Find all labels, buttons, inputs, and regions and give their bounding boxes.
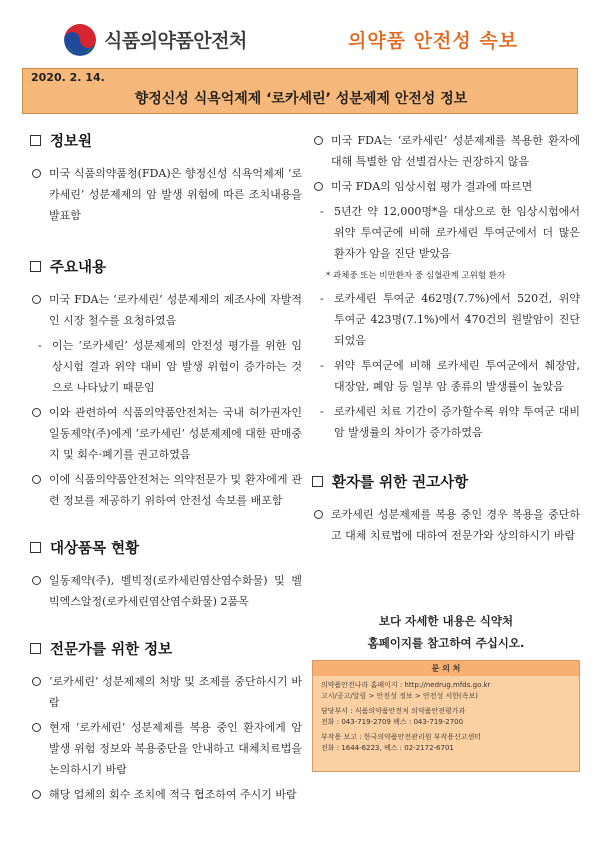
circle-bullet-icon [32, 790, 41, 799]
section-heading-main: 주요내용 [30, 256, 302, 277]
list-item: 이와 관련하여 식품의약품안전처는 국내 허가권자인 일동제약(주)에게 ‘로카세린’ 성분제제에 대한 판매중지 및 회수·폐기를 권고하였음 [30, 402, 302, 465]
circle-bullet-icon [32, 169, 41, 178]
checkbox-square-icon [30, 135, 41, 146]
section-heading-products: 대상품목 현황 [30, 537, 302, 558]
title-bar [22, 68, 578, 114]
contact-line: 고시/공고/알림 > 안전성 정보 > 안전성 서한(속보) [321, 692, 478, 700]
list-subitem: - 로카세린 치료 기간이 증가할수록 위약 투여군 대비 암 발생률의 차이가 증가하였음 [320, 405, 580, 439]
circle-bullet-icon [32, 677, 41, 686]
circle-bullet-icon [314, 182, 323, 191]
list-item: 일동제약(주), 벨빅정(로카세린염산염수화물) 및 벨빅엑스알정(로카세린염산염수화물) 2품목 [30, 570, 302, 612]
circle-bullet-icon [314, 510, 323, 519]
list-item: 미국 식품의약품청(FDA)은 향정신성 식욕억제제 ‘로카세린’ 성분제제의 암 발생 위험에 따른 조치내용을 발표함 [30, 163, 302, 226]
circle-bullet-icon [314, 136, 323, 145]
list-subitem: - 5년간 약 12,000명*을 대상으로 한 임상시험에서 위약 투여군에 비해 로카세린 투여군에서 더 많은 환자가 암을 진단 받았음 [320, 205, 580, 260]
date: 2020. 2. 14. [31, 71, 105, 84]
checkbox-square-icon [30, 542, 41, 553]
circle-bullet-icon [32, 295, 41, 304]
section-heading-patients: 환자를 위한 권고사항 [312, 471, 580, 492]
contact-box [312, 660, 580, 772]
contact-line: 부작용 보고 : 한국의약품안전관리원 부작용신고센터 [321, 733, 482, 741]
bulletin-title: 의약품 안전성 속보 [347, 30, 519, 52]
right-column [312, 130, 580, 550]
contact-line: 전화 : 1644-6223, 팩스 : 02-2172-6701 [321, 744, 454, 752]
header [0, 0, 600, 70]
contact-line: 전화 : 043-719-2709 팩스 : 043-719-2700 [321, 718, 464, 726]
list-item: ‘로카세린’ 성분제제의 처방 및 조제를 중단하시기 바람 [30, 671, 302, 713]
list-subitem: - 이는 ‘로카세린’ 성분제제의 안전성 평가를 위한 임상시험 결과 위약 대비 암 발생 위험이 증가하는 것으로 나타났기 때문임 [38, 339, 302, 394]
contact-title: 문 의 처 [313, 661, 579, 676]
list-item: 미국 FDA의 임상시험 평가 결과에 따르면 [312, 176, 580, 197]
list-subitem: - 위약 투여군에 비해 로카세린 투여군에서 췌장암, 대장암, 폐암 등 일부 암 종류의 발생률이 높았음 [320, 359, 580, 393]
list-item: 미국 FDA는 ‘로카세린’ 성분제제를 복용한 환자에 대해 특별한 암 선별검사는 권장하지 않음 [312, 130, 580, 172]
circle-bullet-icon [32, 576, 41, 585]
government-logo-icon [64, 24, 96, 56]
list-item: 미국 FDA는 ‘로카세린’ 성분제제의 제조사에 자발적인 시장 철수를 요청하였음 [30, 289, 302, 331]
circle-bullet-icon [32, 475, 41, 484]
section-heading-experts: 전문가를 위한 정보 [30, 638, 302, 659]
info-callout: 보다 자세한 내용은 식약처 홈페이지를 참고하여 주십시오. [367, 614, 525, 650]
circle-bullet-icon [32, 723, 41, 732]
list-item: 이에 식품의약품안전처는 의약전문가 및 환자에게 관련 정보를 제공하기 위하여 안전성 속보를 배포함 [30, 469, 302, 511]
section-heading-source: 정보원 [30, 130, 302, 151]
checkbox-square-icon [30, 261, 41, 272]
contact-line: 의약품안전나라 홈페이지 : http://nedrug.mfds.go.kr [321, 681, 491, 689]
org-name: 식품의약품안전처 [104, 30, 247, 52]
checkbox-square-icon [30, 643, 41, 654]
list-item: 해당 업체의 회수 조치에 적극 협조하여 주시기 바람 [30, 784, 302, 805]
list-item: 로카세린 성분제제를 복용 중인 경우 복용을 중단하고 대체 치료법에 대하여 전문가와 상의하시기 바람 [312, 504, 580, 546]
left-column [30, 130, 302, 809]
circle-bullet-icon [32, 408, 41, 417]
contact-line: 담당부서 : 식품의약품안전처 의약품안전평가과 [321, 707, 466, 715]
footnote: * 과체중 또는 비만환자 중 심혈관계 고위험 환자 [326, 271, 506, 281]
document-title: 향정신성 식욕억제제 ‘로카세린’ 성분제제 안전성 정보 [134, 91, 468, 107]
list-subitem: - 로카세린 투여군 462명(7.7%)에서 520건, 위약 투여군 423명(7.1%)에서 470건의 원발암이 진단되었음 [320, 292, 580, 347]
list-item: 현재 ‘로카세린’ 성분제제를 복용 중인 환자에게 암 발생 위험 정보와 복용중단을 안내하고 대체치료법을 논의하시기 바람 [30, 717, 302, 780]
checkbox-square-icon [312, 476, 323, 487]
